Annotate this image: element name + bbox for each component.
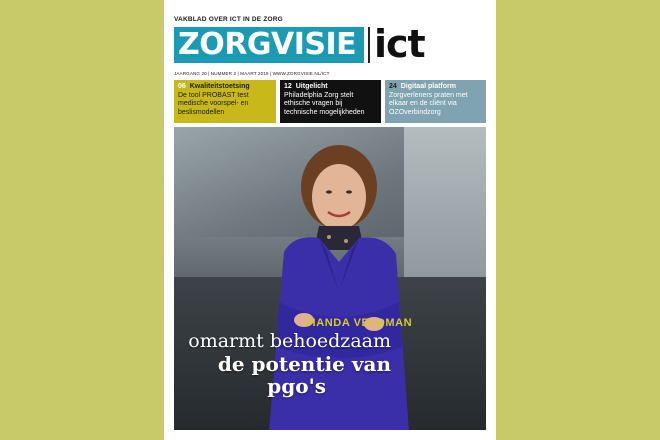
magazine-tagline: VAKBLAD OVER ICT IN DE ZORG [174, 16, 283, 23]
teaser-strip [174, 80, 486, 123]
teaser-description: De tool PROBAST test medische voorspel- en beslismodellen [178, 91, 249, 116]
teaser-number: 24 [389, 83, 397, 90]
teaser-description: Zorgverleners praten met elkaar en de cliënt via OZOverbindzorg [389, 91, 468, 116]
teaser-digitaal-platform[interactable] [385, 80, 486, 123]
logo-ict: ict [374, 22, 425, 66]
teaser-number: 12 [284, 83, 292, 90]
teaser-number: 06 [178, 83, 186, 90]
headline-line-3: pgo's [267, 374, 326, 398]
logo-divider [368, 27, 370, 63]
magazine-cover [164, 0, 496, 440]
teaser-title: Digitaal platform [400, 83, 456, 90]
teaser-uitgelicht[interactable] [280, 80, 381, 123]
teaser-description: Philadelphia Zorg stelt ethische vragen bij technische mogelijkheden [284, 91, 365, 116]
issue-meta-line: JAARGANG 20 | NUMMER 2 | MAART 2019 | WWW.ZORGVISIE.NL/ICT [174, 71, 330, 76]
logo-zorgvisie: ZORGVISIE [174, 27, 364, 63]
headline-line-1: omarmt behoedzaam [188, 330, 391, 352]
teaser-title: Uitgelicht [295, 83, 328, 90]
headline-line-2: de potentie van [217, 352, 391, 376]
interviewee-name: DIANDA VELDMAN [304, 317, 413, 329]
teaser-title: Kwaliteitstoetsing [189, 83, 250, 90]
teaser-kwaliteitstoetsing[interactable] [174, 80, 276, 123]
